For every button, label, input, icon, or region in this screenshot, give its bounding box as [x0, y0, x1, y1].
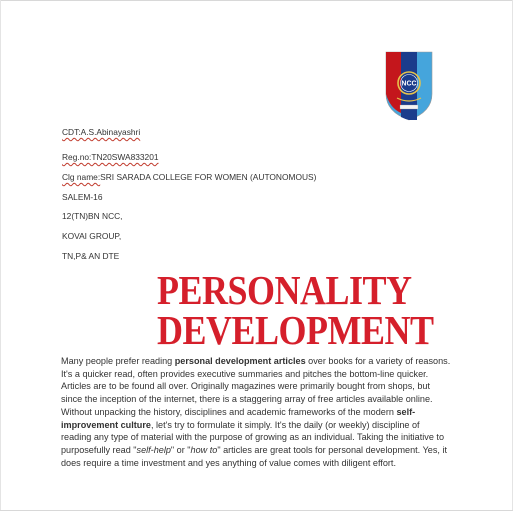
article-paragraph: Many people prefer reading personal development articles over books for a variety of reasons. It's a quicker read, often provides executive summaries and pitches the bottom-line quicker. Articles are to be found all over. Originally magazines were primarily bought from shops, but since the inception of the internet, there is a staggering array of free articles available online. Without unpacking the history, disciplines and academic frameworks of the modern self-improvement culture, let's try to formulate it simply. It's the daily (or weekly) discipline of reading any type of material with the purpose of growing as an individual. Taking the initiative to purposefully read "self-help" or "how to" articles are great tools for personal development. Yes, it does require a time investment and yes anything of value comes with diligent effort. — [61, 356, 451, 468]
italic-phrase: self-help — [136, 444, 171, 455]
college-name: SRI SARADA COLLEGE FOR WOMEN (AUTONOMOUS) — [100, 172, 317, 182]
group-name: KOVAI GROUP, — [62, 231, 122, 241]
logo-text: NCC — [401, 80, 417, 88]
page-edge-top — [0, 0, 513, 1]
italic-phrase: how to — [190, 444, 218, 455]
title-line-1: PERSONALITY — [157, 267, 412, 313]
document-title — [157, 267, 434, 353]
battalion-unit: 12(TN)BN NCC, — [62, 211, 123, 221]
title-line-2: DEVELOPMENT — [157, 307, 434, 353]
bold-phrase: personal development articles — [174, 356, 306, 366]
page-edge-left — [0, 0, 1, 511]
cadet-name: CDT:A.S.Abinayashri — [62, 127, 141, 137]
city: SALEM-16 — [62, 192, 103, 202]
ncc-logo — [384, 50, 434, 122]
registration-number: Reg.no:TN20SWA833201 — [62, 152, 159, 162]
bold-phrase: self-improvement culture — [61, 406, 416, 430]
college-label: Clg name: — [62, 172, 101, 182]
directorate: TN,P& AN DTE — [62, 251, 120, 261]
